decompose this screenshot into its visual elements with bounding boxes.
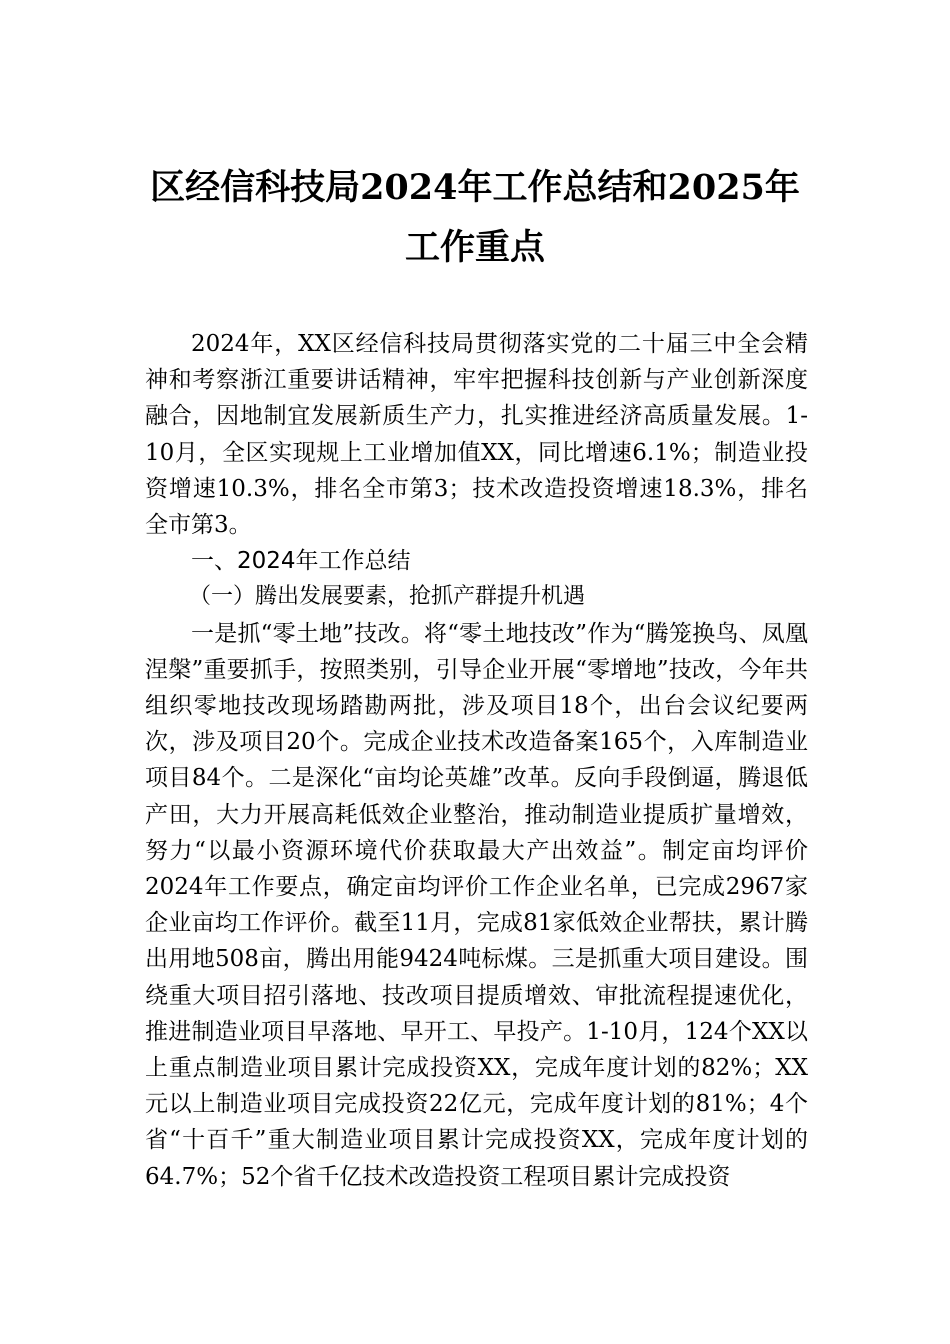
section-heading: 一、2024年工作总结 — [191, 548, 411, 575]
subsection-paragraph: 一是抓“零土地”技改。将“零土地技改”作为“腾笼换鸟、凤凰涅槃”重要抓手，按照类别，引导企业开展“零增地”技改，今年共组织零地技改现场踏勘两批，涉及项目18个，出台会议纪要两次，涉及项目20个。完成企业技术改造备案165个，入库制造业项目84个。二是深化“亩均论英雄”改革。反向手段倒逼，腾退低产田，大力开展高耗低效企业整治，推动制造业提质扩量增效，努力“以最小资源环境代价获取最大产出效益”。制定亩均评价2024年工作要点，确定亩均评价工作企业名单，已完成2967家企业亩均工作评价。截至11月，完成81家低效企业帮扶，累计腾出用地508亩，腾出用能9424吨标煤。三是抓重大项目建设。围绕重大项目招引落地、技改项目提质增效、审批流程提速优化，推进制造业项目早落地、早开工、早投产。1-10月，124个XX以上重点制造业项目累计完成投资XX，完成年度计划的82%；XX元以上制造业项目完成投资22亿元，完成年度计划的81%；4个省“十百千”重大制造业项目累计完成投资XX，完成年度计划的64.7%；52个省千亿技术改造投资工程项目累计完成投资 — [145, 620, 808, 1190]
intro-paragraph: 2024年，XX区经信科技局贯彻落实党的二十届三中全会精神和考察浙江重要讲话精神，牢牢把握科技创新与产业创新深度融合，因地制宜发展新质生产力，扎实推进经济高质量发展。1-10月，全区实现规上工业增加值XX，同比增速6.1%；制造业投资增速10.3%，排名全市第3；技术改造投资增速18.3%，排名全市第3。 — [145, 331, 808, 539]
document-body — [145, 326, 808, 1195]
document-title: 区经信科技局2024年工作总结和2025年工作重点 — [150, 167, 800, 268]
subsection-heading: （一）腾出发展要素，抢抓产群提升机遇 — [189, 584, 586, 610]
